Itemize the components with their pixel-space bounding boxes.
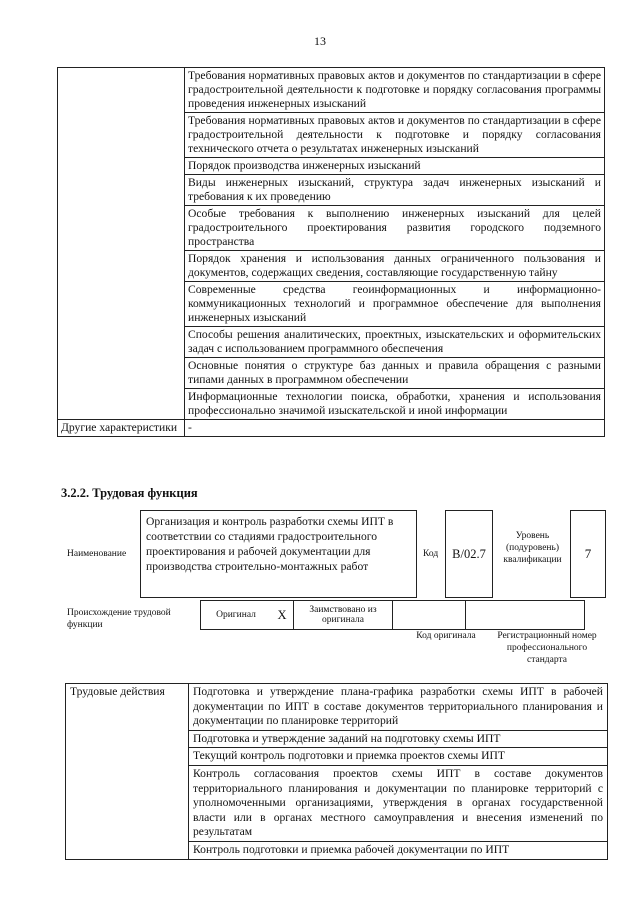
- original-code-caption: Код оригинала: [416, 631, 476, 641]
- qualification-level: 7: [570, 510, 606, 598]
- original-code-cell: [393, 601, 466, 630]
- origin-label: Происхождение трудовой функции: [67, 608, 171, 630]
- other-characteristics-label: Другие характеристики: [58, 420, 185, 437]
- table-cell: Подготовка и утверждение плана-графика разработки схемы ИПТ в рабочей документации по ИПТ в составе документов территориального планирования и документации по планировке территорий: [189, 684, 608, 731]
- page-number: 13: [314, 34, 326, 48]
- table-cell: Подготовка и утверждение заданий на подготовку схемы ИПТ: [189, 730, 608, 748]
- table-row: [201, 601, 585, 630]
- table-cell: Информационные технологии поиска, обработки, хранения и использования профессионально значимой изыскательской и иной информации: [185, 389, 605, 420]
- code-label: Код: [423, 549, 439, 559]
- naming-label: Наименование: [67, 549, 127, 559]
- table-row: [58, 68, 605, 113]
- borrowed-label: Заимствовано из оригинала: [294, 601, 393, 630]
- function-code: B/02.7: [445, 510, 493, 598]
- table-cell: Текущий контроль подготовки и приемка проектов схемы ИПТ: [189, 748, 608, 766]
- table-row: [58, 420, 605, 437]
- registration-number-caption: Регистрационный номер профессионального стандарта: [497, 631, 597, 665]
- table-cell-empty: [58, 68, 185, 420]
- table-cell: Виды инженерных изысканий, структура задач инженерных изысканий и требования к их проведению: [185, 175, 605, 206]
- function-name-box: Организация и контроль разработки схемы ИПТ в соответствии со стадиями градостроительного проектирования и рабочей документации для производства строительно-монтажных работ: [140, 510, 417, 598]
- table-row: [66, 684, 608, 731]
- table-cell: Порядок производства инженерных изысканий: [185, 158, 605, 175]
- table-cell: Способы решения аналитических, проектных, изыскательских и оформительских задач с использованием программного обеспечения: [185, 327, 605, 358]
- original-mark: X: [271, 601, 294, 630]
- table-cell: Контроль согласования проектов схемы ИПТ в составе документов территориального планирования и документации по планировке территорий с уполномоченными организациями, утверждения в органах государственной власти или в органах местного самоуправления и внесения изменений по результатам: [189, 765, 608, 841]
- table-cell: Особые требования к выполнению инженерных изысканий для целей градостроительного проектирования развития городского подземного пространства: [185, 206, 605, 251]
- table-cell: Требования нормативных правовых актов и документов по стандартизации в сфере градостроительной деятельности к подготовке и порядку согласования технического отчета о результатах инженерных изысканий: [185, 113, 605, 158]
- table-cell: Контроль подготовки и приемка рабочей документации по ИПТ: [189, 841, 608, 859]
- table-cell: Современные средства геоинформационных и информационно-коммуникационных технологий и программное обеспечение для выполнения инженерных изысканий: [185, 282, 605, 327]
- requirements-table: [57, 67, 605, 437]
- original-label: Оригинал: [201, 601, 272, 630]
- qualification-level-label: Уровень (подуровень) квалификации: [503, 531, 562, 565]
- registration-number-cell: [466, 601, 585, 630]
- origin-table: [200, 600, 585, 630]
- section-title: 3.2.2. Трудовая функция: [61, 486, 198, 500]
- table-cell: Требования нормативных правовых актов и документов по стандартизации в сфере градостроительной деятельности к подготовке и порядку согласования программы проведения инженерных изысканий: [185, 68, 605, 113]
- table-cell: Основные понятия о структуре баз данных и правила обращения с разными типами данных в программном обеспечении: [185, 358, 605, 389]
- table-cell: Порядок хранения и использования данных ограниченного пользования и документов, содержащих сведения, составляющие государственную тайну: [185, 251, 605, 282]
- labor-actions-label: Трудовые действия: [66, 684, 189, 860]
- labor-actions-table: [65, 683, 608, 860]
- other-characteristics-value: -: [185, 420, 605, 437]
